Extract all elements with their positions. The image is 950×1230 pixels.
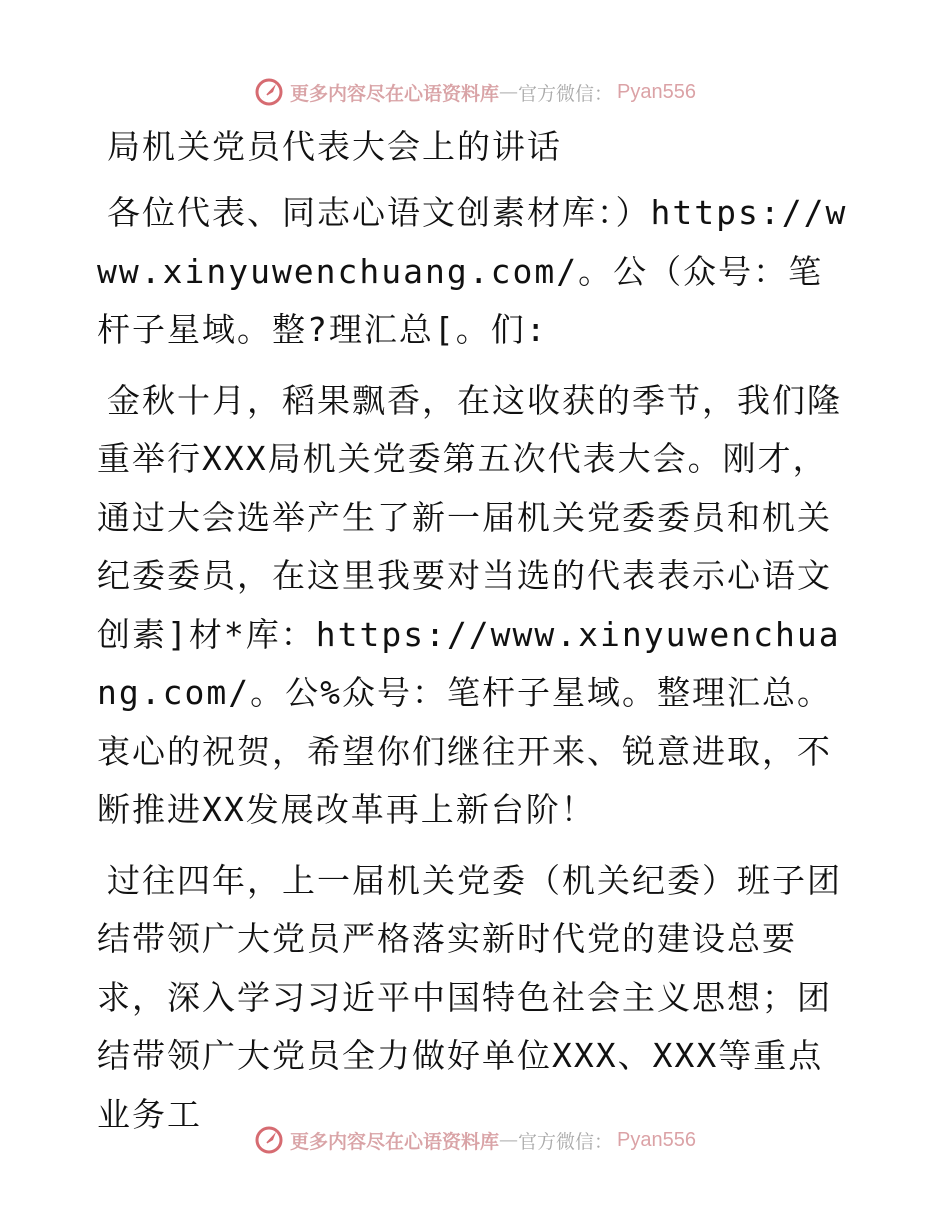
document-body (97, 124, 857, 1156)
watermark-wechat-id: Pyan556 (617, 1128, 696, 1151)
watermark-official-label: 官方微信： (518, 1130, 614, 1153)
watermark-dash: — (499, 81, 519, 103)
footer-watermark (0, 1120, 950, 1160)
paragraph-review: 过往四年，上一届机关党委（机关纪委）班子团结带领广大党员严格落实新时代党的建设总要求，深入学习习近平中国特色社会主义思想；团结带领广大党员全力做好单位XXX、XXX等重点业务工 (97, 860, 842, 1134)
document-title: 局机关党员代表大会上的讲话 (107, 127, 562, 166)
watermark-official-label: 官方微信： (518, 82, 614, 105)
quill-logo-icon (254, 1125, 284, 1155)
watermark-dash: — (499, 1129, 519, 1151)
watermark-text: 更多内容尽在心语资料库 (290, 1130, 500, 1153)
watermark-wechat-id: Pyan556 (617, 80, 696, 103)
header-watermark (0, 72, 950, 112)
paragraph-greeting: 各位代表、同志心语文创素材库：）https://www.xinyuwenchuang.com/。公（众号：笔杆子星域。整?理汇总[。们: (97, 193, 848, 349)
quill-logo-icon (254, 77, 284, 107)
watermark-text: 更多内容尽在心语资料库 (290, 82, 500, 105)
paragraph-opening: 金秋十月，稻果飘香，在这收获的季节，我们隆重举行XXX局机关党委第五次代表大会。刚才，通过大会选举产生了新一届机关党委委员和机关纪委委员，在这里我要对当选的代表表示心语文创素]材*库：https://www.xinyuwenchuang.com/。公%众号：笔杆子星域。整理汇总。衷心的祝贺，希望你们继往开来、锐意进取，不断推进XX发展改革再上新台阶！ (97, 380, 842, 829)
